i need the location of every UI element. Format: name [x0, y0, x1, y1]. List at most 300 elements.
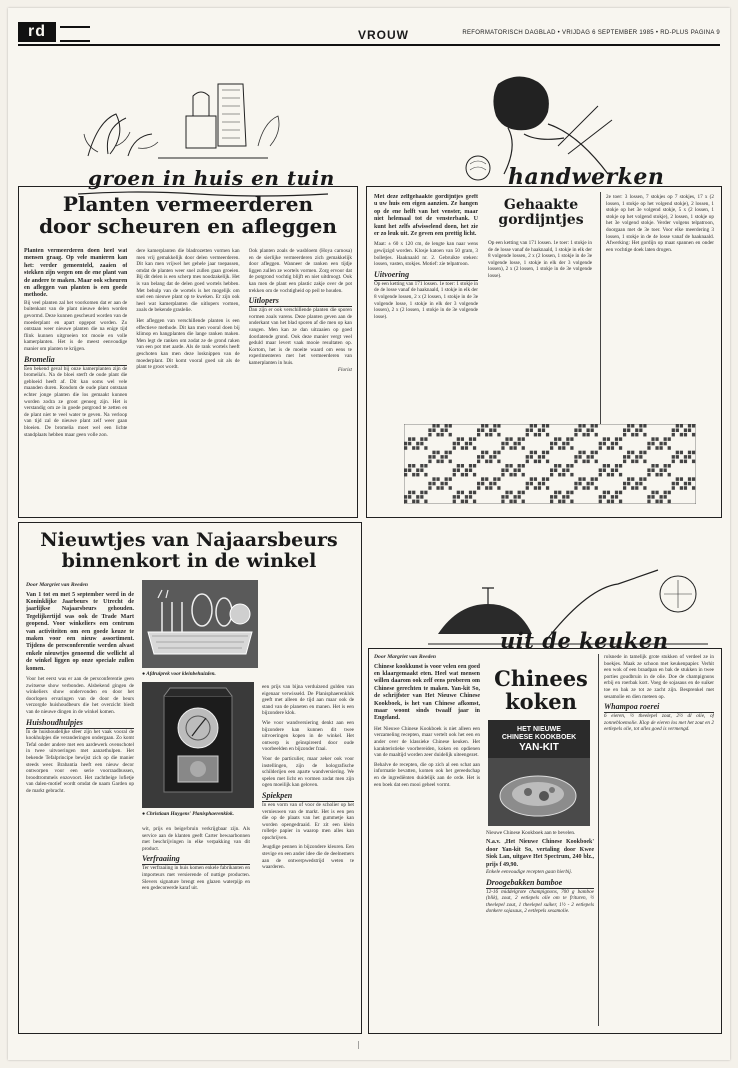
chart-stitch [684, 428, 687, 432]
fair-body1: Voor het eerst was er aan de persconferentie geen zwitserse show verbonden. Alsbekend gingen de winkeliers show ondervonden en door het doorlopen ervaringen van de door de beurs verzorgde huishoudbeurs die het overzicht biedt van de nieuwe dingen in de winkel komen. [26, 676, 134, 716]
chart-stitch [461, 500, 464, 504]
chart-stitch [493, 428, 496, 432]
chart-stitch [680, 424, 683, 428]
chart-stitch [514, 442, 517, 446]
chart-stitch [570, 491, 573, 495]
chart-stitch [550, 442, 553, 446]
fair-headline-line1: Nieuwtjes van Najaarsbeurs [40, 529, 338, 551]
chart-stitch [558, 473, 561, 477]
chart-stitch [660, 442, 663, 446]
chart-stitch [408, 442, 411, 446]
chart-stitch [416, 446, 419, 450]
newspaper-page [8, 8, 730, 1060]
cookbook-cover-line3: YAN-KIT [519, 742, 559, 753]
knitting-column-rule [600, 192, 601, 424]
chart-stitch [692, 451, 695, 455]
publication-line: REFORMATORISCH DAGBLAD • VRIJDAG 6 SEPTEMBER 1985 • RD-PLUS PAGINA 9 [462, 30, 720, 36]
chart-stitch [643, 424, 646, 428]
chart-stitch [627, 455, 630, 459]
chart-stitch [526, 482, 529, 486]
chart-stitch [477, 455, 480, 459]
chart-stitch [591, 451, 594, 455]
chart-stitch [668, 491, 671, 495]
chart-stitch [635, 482, 638, 486]
chart-stitch [514, 446, 517, 450]
chart-stitch [453, 495, 456, 499]
chart-stitch [546, 486, 549, 490]
chart-stitch [603, 437, 606, 441]
chart-stitch [607, 464, 610, 468]
chart-stitch [578, 477, 581, 481]
chart-stitch [461, 437, 464, 441]
chart-stitch [473, 464, 476, 468]
chart-stitch [416, 468, 419, 472]
huishoudhulpjes-subhead: Huishoudhulpjes [26, 718, 134, 729]
chart-stitch [554, 464, 557, 468]
chart-stitch [404, 473, 407, 477]
chart-stitch [546, 433, 549, 437]
chart-stitch [639, 455, 642, 459]
chart-stitch [473, 437, 476, 441]
logo-lines-decoration [60, 26, 90, 42]
garden-col1b-text: Een bekend geval bij onze kamerplanten zijn de bromelia's. Na de bloei sterft de oude plant die gebloeid heeft af. Dit kan soms wel vele maanden duren. Rondom de oude plant ontstaan echter jonge planten die los gemaakt kunnen worden zodra ze groot genoeg zijn. Het is verstandig om ze in goede potgrond te zetten en de plant niet te veel water te geven. Na verloop van tijd zal de nieuwe plant zelf weer gaan bloeien. De bromelia moet wel een lichte standplaats hebben maar geen volle zon. [24, 365, 128, 438]
chart-stitch [453, 500, 456, 504]
chart-stitch [554, 468, 557, 472]
chart-stitch [651, 495, 654, 499]
chart-stitch [493, 477, 496, 481]
chart-stitch [420, 491, 423, 495]
chart-stitch [611, 473, 614, 477]
garden-col2-text: dere kamerplanten die bladrozetten vormen kan men vrij gemakkelijk door delen vermeerderen. Dit kan men vrijwel het gehele jaar toepassen, omdat de planten weer snel zullen gaan groeien. Bij dit delen is een scherp mes noodzakelijk. Het is van belang dat de delen goed wortels hebben. Met behulp van de wortels is het mogelijk om snel een nieuwe plant op te kweken. Er zijn ook heel wat kamerplanten die uitlopers vormen, zoals de bekende graslelie. [136, 248, 240, 314]
chart-stitch [587, 460, 590, 464]
chart-stitch [582, 424, 585, 428]
chart-stitch [473, 500, 476, 504]
chart-stitch [489, 433, 492, 437]
chart-stitch [457, 437, 460, 441]
chart-stitch [631, 460, 634, 464]
chart-stitch [457, 442, 460, 446]
chart-stitch [660, 473, 663, 477]
chart-stitch [526, 428, 529, 432]
chart-stitch [416, 495, 419, 499]
chart-stitch [432, 428, 435, 432]
chart-stitch [465, 500, 468, 504]
chart-stitch [647, 473, 650, 477]
chart-stitch [619, 437, 622, 441]
chart-stitch [477, 460, 480, 464]
chart-stitch [497, 433, 500, 437]
chart-stitch [469, 464, 472, 468]
chart-stitch [639, 424, 642, 428]
garden-column-2 [136, 248, 239, 510]
chart-stitch [684, 455, 687, 459]
chart-stitch [546, 451, 549, 455]
chart-stitch [574, 482, 577, 486]
kitchen-lead: Chinese kookkunst is voor velen een goed en klaargemaakt eten. Heel wat mensen willen daarom ook zelf eens proberen om Chinese gerechten te maken. Yan-kit So, de schrijfster van Het Nieuwe Chinese Kookboek, is het van Chinese afkomst, maar woont sinds twaalf jaar in Engeland. [374, 663, 480, 722]
chart-stitch [578, 424, 581, 428]
chart-stitch [554, 442, 557, 446]
chart-stitch [680, 460, 683, 464]
chart-stitch [404, 495, 407, 499]
chart-stitch [473, 473, 476, 477]
chart-stitch [424, 446, 427, 450]
chart-stitch [582, 451, 585, 455]
garden-columns [24, 248, 352, 510]
chart-stitch [631, 477, 634, 481]
section-title: VROUW [358, 28, 409, 42]
chart-stitch [465, 446, 468, 450]
chart-stitch [522, 437, 525, 441]
chart-stitch [607, 473, 610, 477]
chart-stitch [615, 491, 618, 495]
chart-stitch [449, 451, 452, 455]
chart-stitch [457, 491, 460, 495]
fair-byline: Door Margriet van Reeden [26, 582, 88, 588]
chart-stitch [453, 468, 456, 472]
chart-stitch [530, 455, 533, 459]
chart-stitch [684, 482, 687, 486]
chart-stitch [688, 428, 691, 432]
chart-stitch [574, 455, 577, 459]
chart-stitch [514, 473, 517, 477]
dish-rack-caption: ● Afdruiprek voor kleinbehuizden. [142, 671, 216, 677]
dish-rack-image [142, 580, 258, 668]
chart-stitch [542, 477, 545, 481]
garden-lead: Planten vermeerderen doen heel wat mensen graag. Op vele manieren kan het: verder gemeenteld, zaaien of stekken zijn wegen om de ene plant van de andere te maken. Maar ook scheuren en afleggen van planten is een goede methode. [24, 248, 128, 299]
knitting-right-text: 2e toer: 3 lossen, 7 stokjes op 7 stokjes, 17 x (2 lossen, 1 stokje op het volgend stokje), 2 lossen, 1 stokje op het 3e volgend stokje, 5 x (2 lossen, 1 stokje op het volgend stokje), 2 lossen, 1 stokje op het 3e volgend stokje. Verder volgens telpatroon, doorgaan met de 3e toer. Voor elke meerdering 3 lossen, 1 stokje in de 4e losse vanaf de haaknaald. Afwerking: Het gordijn op maat spannen en onder een vochtige doek laten drogen. [606, 194, 714, 253]
chart-stitch [651, 464, 654, 468]
chart-stitch [566, 468, 569, 472]
chart-stitch [522, 491, 525, 495]
chart-stitch [465, 495, 468, 499]
garden-signature: Florist [337, 366, 352, 373]
chart-stitch [668, 437, 671, 441]
chart-stitch [558, 491, 561, 495]
chart-stitch [692, 433, 695, 437]
cookbook-info: N.a.v. ,Het Nieuwe Chinese Kookboek' door Yan-kit So, vertaling door Kwee Siok Lan, uitgave Het Spectrum, 240 blz., prijs f 49,90. [486, 839, 594, 868]
chart-stitch [497, 486, 500, 490]
chart-stitch [477, 433, 480, 437]
chart-stitch [599, 446, 602, 450]
chart-stitch [420, 442, 423, 446]
chart-stitch [481, 455, 484, 459]
chart-stitch [436, 477, 439, 481]
chart-stitch [635, 460, 638, 464]
chart-stitch [591, 428, 594, 432]
chart-stitch [489, 460, 492, 464]
chart-stitch [595, 477, 598, 481]
chart-stitch [441, 433, 444, 437]
chart-stitch [428, 455, 431, 459]
chart-stitch [501, 442, 504, 446]
chart-stitch [655, 473, 658, 477]
kitchen-column-rule [598, 654, 599, 1026]
chart-stitch [615, 468, 618, 472]
fair-mid3: Voor de particulier, maar zeker ook voor instellingen, zijn de holografische schilderijen een aparte wandversiering. We spelen met licht en vormen zodat men zijn ogen moeilijk kan geloven. [262, 755, 354, 789]
chart-stitch [566, 495, 569, 499]
fair-mid2: Wie voor wandversiering denkt aan een bijzondere kan kunnen dit twee uitvoeringen kopen in de winkel. Het ontwerp is geïnspireerd door oude voorbeelden en bijzonder fraai. [262, 719, 354, 753]
chart-stitch [449, 477, 452, 481]
chart-stitch [493, 451, 496, 455]
chart-stitch [453, 473, 456, 477]
chart-stitch [432, 424, 435, 428]
kitchen-title [486, 668, 596, 713]
chart-stitch [595, 486, 598, 490]
kitchen-body2: Behalve de recepten, die op zich al een schat aan informatie bevatten, komen ook het gereedschap en de ingrediënten duidelijk aan de orde. Het is een boek dat een mooi geheel vormt. [374, 761, 480, 788]
chart-stitch [562, 442, 565, 446]
chart-stitch [546, 460, 549, 464]
chart-stitch [505, 491, 508, 495]
chart-stitch [469, 495, 472, 499]
chart-stitch [412, 500, 415, 504]
chart-stitch [668, 446, 671, 450]
garden-col1-text: Bij veel planten zal het voorkomen dat er aan de buitenkant van de plant nieuwe delen worden gevormd. Deze kunnen gescheurd worden van de moederplant en apart opgepot worden. Zo ontstaan weer nieuwe planten die na enige tijd flink kunnen uitgroeien tot mooie en volle kamerplanten. Het is de meest eenvoudige manier om planten te krijgen. [24, 299, 128, 352]
chart-stitch [505, 468, 508, 472]
chart-stitch [538, 460, 541, 464]
knitting-title-line2: gordijntjes [498, 212, 584, 229]
chart-stitch [542, 482, 545, 486]
chart-stitch [611, 500, 614, 504]
chart-stitch [489, 455, 492, 459]
chart-stitch [424, 464, 427, 468]
chart-stitch [449, 433, 452, 437]
chart-stitch [566, 464, 569, 468]
chart-stitch [408, 468, 411, 472]
chart-stitch [530, 477, 533, 481]
whampoa-recipe: 6 eieren, ½ theelepel zout, 2½ dl olie, of zonnebloemolie. Klop de eieren los met het zout en 2 eetlepels olie, tot alles goed is vermengd. [604, 713, 714, 733]
chart-stitch [599, 500, 602, 504]
chart-stitch [676, 482, 679, 486]
chart-stitch [514, 468, 517, 472]
chart-stitch [651, 468, 654, 472]
chart-stitch [485, 433, 488, 437]
chart-stitch [639, 482, 642, 486]
chart-stitch [550, 468, 553, 472]
garden-column-1 [24, 248, 127, 510]
chart-stitch [672, 455, 675, 459]
fair-right1: In een vorm van of voor de scholier op het vernieuwen van de markt. Het is een pen die op de plaats van het gummetje kan worden opengedraaid. Er zit een klein rolletje papier in waarop men alles kan opschrijven. [262, 801, 354, 841]
chart-stitch [615, 437, 618, 441]
chart-stitch [672, 433, 675, 437]
chart-stitch [473, 446, 476, 450]
chart-stitch [432, 477, 435, 481]
chart-stitch [664, 442, 667, 446]
chart-stitch [554, 437, 557, 441]
chart-stitch [485, 486, 488, 490]
chart-stitch [676, 477, 679, 481]
chart-stitch [619, 491, 622, 495]
knitting-intro: Met deze zelfgehaakte gordijntjes geeft u uw huis een eigen aanzien. Ze hangen op de ene helft van het venster, maar niet helemaal tot de vensterbank. U kunt het zelfs afwisselend doen, het zie er zo leuk uit. Ze geven een prettig licht. [374, 194, 478, 238]
chart-stitch [449, 424, 452, 428]
chart-stitch [534, 424, 537, 428]
knitting-banner: handwerken [508, 164, 665, 190]
chart-stitch [676, 424, 679, 428]
chart-stitch [660, 500, 663, 504]
chart-stitch [591, 482, 594, 486]
chart-stitch [518, 468, 521, 472]
kitchen-column-2 [486, 830, 594, 1024]
chart-stitch [664, 491, 667, 495]
chart-stitch [635, 486, 638, 490]
chart-stitch [465, 468, 468, 472]
chart-stitch [420, 495, 423, 499]
page-marker: | [358, 1040, 360, 1049]
chart-stitch [627, 477, 630, 481]
chart-stitch [509, 500, 512, 504]
chart-stitch [493, 482, 496, 486]
chart-stitch [514, 495, 517, 499]
chart-stitch [688, 451, 691, 455]
chart-stitch [664, 468, 667, 472]
garden-headline-line1: Planten vermeerderen [62, 192, 314, 216]
chart-stitch [522, 446, 525, 450]
chart-stitch [522, 500, 525, 504]
chart-stitch [489, 482, 492, 486]
bamboe-subhead: Droogebakken bamboe [486, 878, 594, 889]
chart-stitch [445, 428, 448, 432]
clock-caption: ● Christiaan Huygens' Planisphaerenklok. [142, 811, 234, 817]
chart-stitch [660, 468, 663, 472]
chart-stitch [619, 500, 622, 504]
chart-stitch [623, 486, 626, 490]
chart-stitch [680, 433, 683, 437]
chart-stitch [603, 495, 606, 499]
fair-mid1: een prijs van bijna verduizend gulden van eigenaar verwisseld. De Planisphaerenklok geeft met alleen de tijd aan maar ook de stand van de planeten en manen. Het is een bijzondere klok. [262, 684, 354, 717]
chart-stitch [449, 460, 452, 464]
chart-stitch [457, 468, 460, 472]
chart-stitch [647, 495, 650, 499]
chart-stitch [611, 495, 614, 499]
fair-column-2-lower [142, 826, 250, 1024]
chart-stitch [436, 486, 439, 490]
chart-stitch [655, 500, 658, 504]
chart-stitch [607, 446, 610, 450]
chart-stitch [595, 433, 598, 437]
chart-stitch [603, 464, 606, 468]
chart-stitch [578, 451, 581, 455]
chart-stitch [643, 486, 646, 490]
chart-stitch [660, 446, 663, 450]
chart-stitch [436, 424, 439, 428]
chart-stitch [441, 460, 444, 464]
chart-stitch [526, 433, 529, 437]
chart-stitch [570, 464, 573, 468]
chart-stitch [647, 442, 650, 446]
kitchen-title-line1: Chinees [494, 666, 588, 691]
chart-stitch [481, 428, 484, 432]
chart-stitch [587, 455, 590, 459]
chart-stitch [485, 477, 488, 481]
knitting-column-right [606, 194, 714, 414]
knitting-materials: Maat: ± 60 x 120 cm, de lengte kan naar wens gewijzigd worden. Klosje katoen van 50 gram, 3 bolletjes. Haaknaald nr. 2. Gebruikte steken: lossen, vasten, stokjes. Motief: zie telpatroon. [374, 241, 478, 268]
chart-stitch [445, 482, 448, 486]
chart-stitch [562, 473, 565, 477]
planisphere-clock-image [142, 682, 254, 808]
chart-stitch [461, 491, 464, 495]
chart-stitch [692, 486, 695, 490]
chart-stitch [530, 424, 533, 428]
chart-stitch [595, 460, 598, 464]
chart-stitch [587, 433, 590, 437]
chart-stitch [619, 473, 622, 477]
chart-stitch [643, 433, 646, 437]
chart-stitch [509, 473, 512, 477]
chart-stitch [582, 433, 585, 437]
chart-stitch [631, 486, 634, 490]
chart-stitch [441, 455, 444, 459]
chart-stitch [481, 477, 484, 481]
chart-stitch [566, 437, 569, 441]
chart-stitch [692, 424, 695, 428]
chart-stitch [672, 486, 675, 490]
chart-stitch [509, 446, 512, 450]
chart-stitch [639, 477, 642, 481]
chart-stitch [530, 482, 533, 486]
chart-stitch [445, 477, 448, 481]
chart-stitch [542, 424, 545, 428]
chart-stitch [607, 491, 610, 495]
chart-stitch [461, 464, 464, 468]
chart-stitch [672, 428, 675, 432]
chart-stitch [680, 451, 683, 455]
chart-stitch [408, 464, 411, 468]
chart-stitch [655, 491, 658, 495]
chart-stitch [477, 428, 480, 432]
chart-stitch [599, 468, 602, 472]
chart-stitch [643, 451, 646, 455]
kitchen-column-3 [604, 654, 714, 1026]
chart-stitch [530, 451, 533, 455]
chart-stitch [420, 437, 423, 441]
knitting-middle-text: Op een ketting van 171 lossen. 1e toer: 1 stokje in de 4e losse vanaf de haaknaald, 1 stokje in elk der 8 volgende lossen, 2 x (2 lossen, 1 stokje in de 3e volgende losse, 1 stokje in elk der 3 volgende lossen), 2 x (2 lossen, 1 stokje in de 3e volgende losse). [488, 240, 592, 279]
chart-stitch [416, 473, 419, 477]
rd-logo: rd [18, 22, 56, 42]
chart-stitch [676, 451, 679, 455]
chart-stitch [416, 442, 419, 446]
chart-stitch [457, 464, 460, 468]
chart-stitch [591, 455, 594, 459]
chart-stitch [595, 424, 598, 428]
knitting-title-line1: Gehaakte [503, 197, 579, 213]
chart-stitch [518, 495, 521, 499]
chart-stitch [546, 424, 549, 428]
chart-stitch [514, 500, 517, 504]
chart-stitch [558, 446, 561, 450]
garden-headline [22, 194, 354, 237]
chart-stitch [574, 486, 577, 490]
chart-stitch [615, 442, 618, 446]
chart-stitch [477, 486, 480, 490]
chart-stitch [432, 455, 435, 459]
chart-stitch [574, 460, 577, 464]
chart-stitch [587, 486, 590, 490]
chart-stitch [566, 491, 569, 495]
chart-stitch [412, 437, 415, 441]
kitchen-banner: uit de keuken [500, 628, 669, 653]
chart-stitch [408, 495, 411, 499]
chart-stitch [518, 437, 521, 441]
chart-stitch [461, 446, 464, 450]
chart-stitch [534, 486, 537, 490]
chart-stitch [647, 446, 650, 450]
chart-stitch [436, 460, 439, 464]
chart-stitch [562, 446, 565, 450]
chart-stitch [660, 495, 663, 499]
chart-stitch [424, 473, 427, 477]
fair-column-1 [26, 582, 134, 1024]
chart-stitch [550, 473, 553, 477]
chart-stitch [566, 442, 569, 446]
